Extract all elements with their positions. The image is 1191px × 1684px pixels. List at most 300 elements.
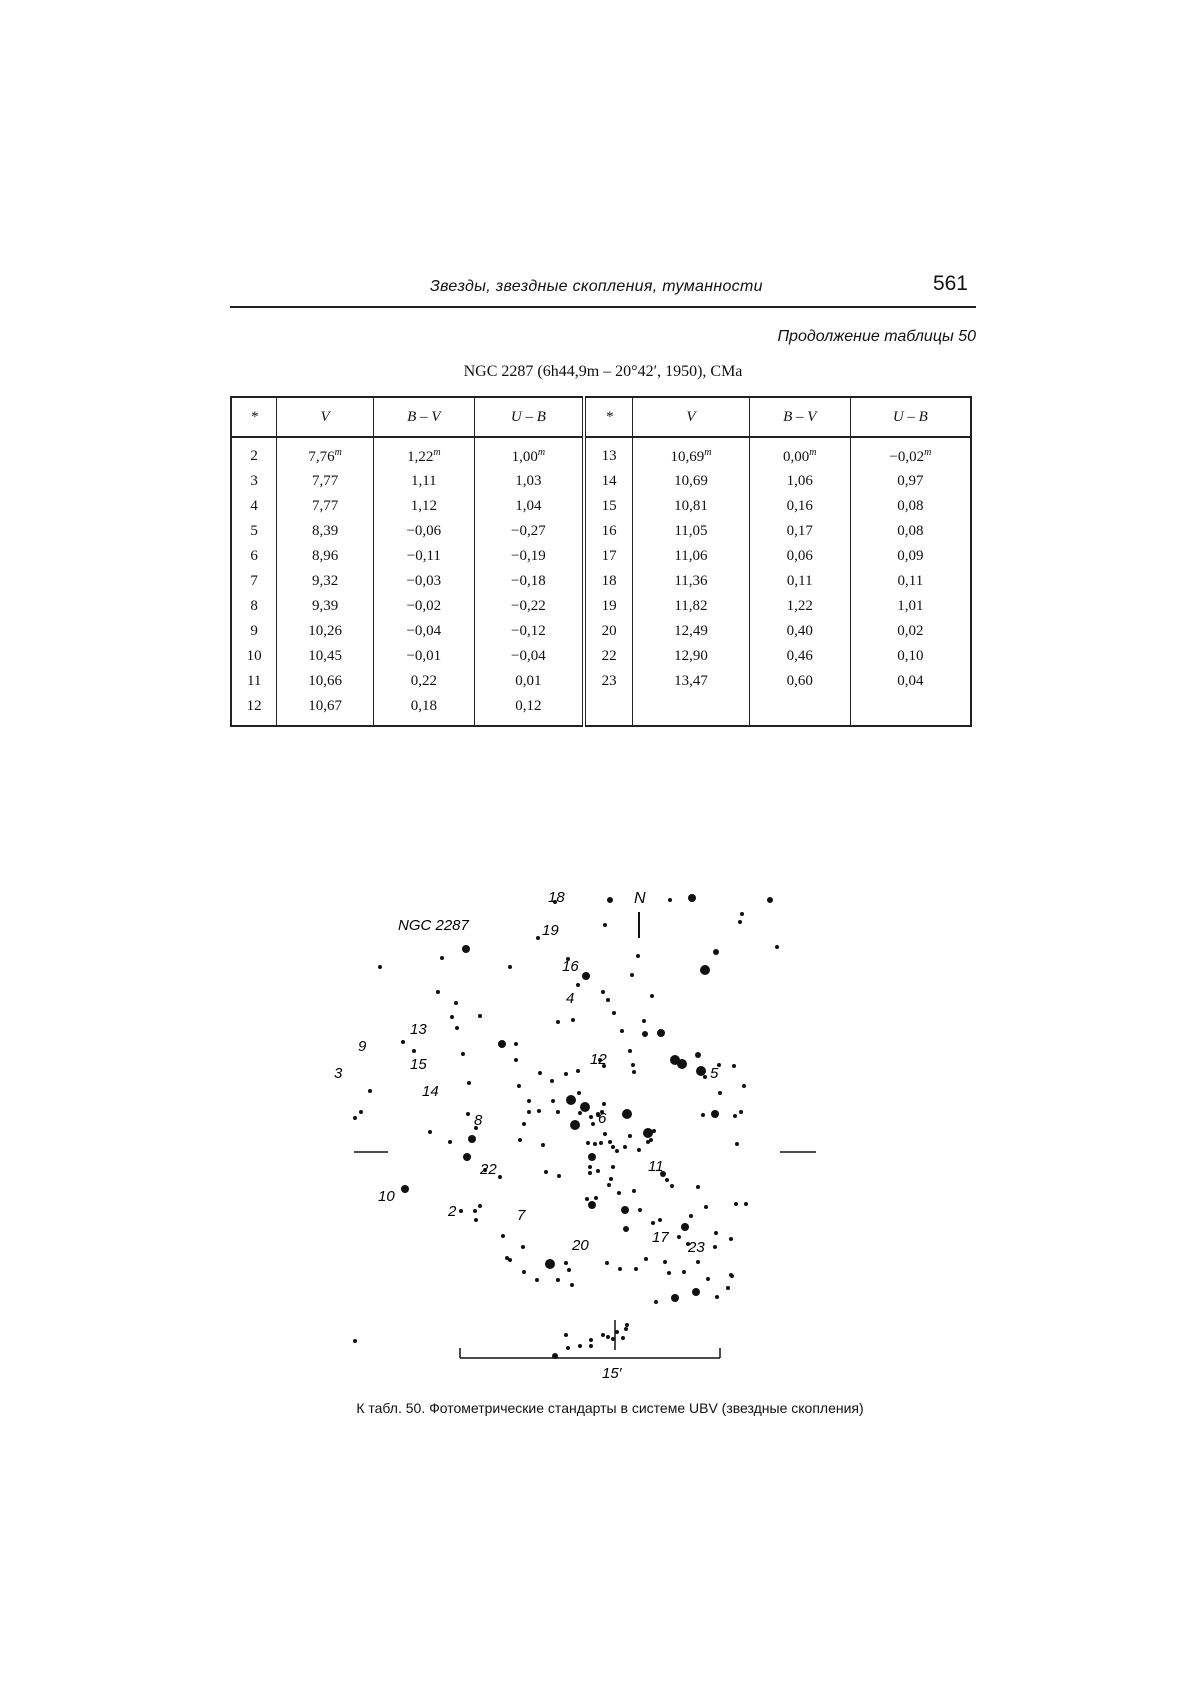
cell-u-b: −0,18 bbox=[474, 569, 584, 594]
cell-u-b bbox=[850, 694, 971, 726]
star-dot bbox=[556, 1278, 560, 1282]
cell-v: 7,76$^m$ bbox=[277, 437, 374, 469]
running-title: Звезды, звездные скопления, туманности bbox=[430, 278, 763, 295]
cell-u-b: 0,01 bbox=[474, 669, 584, 694]
star-dot bbox=[440, 956, 444, 960]
cell-star: 11 bbox=[231, 669, 277, 694]
star-dot bbox=[735, 1142, 739, 1146]
cell-u-b: 0,04 bbox=[850, 669, 971, 694]
star-dot bbox=[544, 1170, 548, 1174]
star-dot bbox=[359, 1110, 363, 1114]
cell-v: 10,69 bbox=[633, 469, 750, 494]
star-dot bbox=[634, 1267, 638, 1271]
star-number-label: 19 bbox=[542, 922, 559, 939]
star-dot bbox=[658, 1218, 662, 1222]
star-dot bbox=[718, 1091, 722, 1095]
star-dot bbox=[588, 1171, 592, 1175]
star-dot bbox=[478, 1014, 482, 1018]
star-dot bbox=[556, 1110, 560, 1114]
star-dot bbox=[739, 1110, 743, 1114]
star-dot bbox=[642, 1031, 648, 1037]
cell-v: 11,05 bbox=[633, 519, 750, 544]
star-dot bbox=[412, 1049, 416, 1053]
star-dot bbox=[603, 923, 607, 927]
magnitude-unit: m bbox=[537, 447, 546, 458]
star-number-label: 7 bbox=[517, 1207, 526, 1224]
star-dot bbox=[713, 1245, 717, 1249]
star-dot bbox=[571, 1018, 575, 1022]
photometric-table bbox=[230, 396, 972, 727]
star-dot bbox=[607, 1183, 611, 1187]
star-dot bbox=[514, 1058, 518, 1062]
star-chart bbox=[334, 880, 800, 1382]
star-dot bbox=[589, 1344, 593, 1348]
star-dot bbox=[621, 1206, 629, 1214]
star-dot bbox=[522, 1270, 526, 1274]
star-dot bbox=[566, 1095, 576, 1105]
col-header-b-v: B – V bbox=[373, 397, 474, 437]
star-number-label: 17 bbox=[652, 1229, 669, 1246]
star-dot bbox=[670, 1184, 674, 1188]
star-dot bbox=[586, 1141, 590, 1145]
star-dot bbox=[473, 1209, 477, 1213]
star-dot bbox=[628, 1049, 632, 1053]
star-dot bbox=[556, 1020, 560, 1024]
star-dot bbox=[551, 1099, 555, 1103]
star-number-label: 20 bbox=[572, 1237, 589, 1254]
star-dot bbox=[478, 1204, 482, 1208]
cell-v: 9,32 bbox=[277, 569, 374, 594]
star-dot bbox=[689, 1214, 693, 1218]
cell-u-b: −0,04 bbox=[474, 644, 584, 669]
star-dot bbox=[602, 1102, 606, 1106]
cell-v: 10,67 bbox=[277, 694, 374, 726]
table-row bbox=[231, 544, 971, 569]
col-header-b-v: B – V bbox=[749, 397, 850, 437]
star-dot bbox=[623, 1226, 629, 1232]
col-header-v: V bbox=[633, 397, 750, 437]
cell-star: 2 bbox=[231, 437, 277, 469]
star-dot bbox=[591, 1122, 595, 1126]
col-header-u-b: U – B bbox=[850, 397, 971, 437]
star-dot bbox=[498, 1175, 502, 1179]
star-dot bbox=[692, 1288, 700, 1296]
col-header-u-b: U – B bbox=[474, 397, 584, 437]
star-dot bbox=[621, 1336, 625, 1340]
star-number-label: 14 bbox=[422, 1083, 439, 1100]
star-dot bbox=[401, 1040, 405, 1044]
figure-caption: К табл. 50. Фотометрические стандарты в системе UBV (звездные скопления) bbox=[356, 1400, 864, 1416]
star-dot bbox=[734, 1202, 738, 1206]
star-dot bbox=[368, 1089, 372, 1093]
star-dot bbox=[654, 1300, 658, 1304]
cell-v: 8,39 bbox=[277, 519, 374, 544]
star-number-label: 2 bbox=[448, 1203, 457, 1220]
star-dot bbox=[467, 1081, 471, 1085]
cell-v: 10,26 bbox=[277, 619, 374, 644]
star-dot bbox=[474, 1218, 478, 1222]
star-number-label: 10 bbox=[378, 1188, 395, 1205]
star-dot bbox=[498, 1040, 506, 1048]
table-row bbox=[231, 437, 971, 469]
star-dot bbox=[401, 1185, 409, 1193]
star-dot bbox=[436, 990, 440, 994]
magnitude-unit: m bbox=[433, 447, 441, 458]
star-dot bbox=[535, 1278, 539, 1282]
star-dot bbox=[606, 998, 610, 1002]
star-dot bbox=[605, 1261, 609, 1265]
star-number-label: 3 bbox=[334, 1065, 343, 1082]
star-dot bbox=[545, 1259, 555, 1269]
cell-star: 9 bbox=[231, 619, 277, 644]
star-dot bbox=[632, 1189, 636, 1193]
cell-b-v: −0,01 bbox=[373, 644, 474, 669]
cell-b-v: 1,22 bbox=[749, 594, 850, 619]
star-dot bbox=[630, 973, 634, 977]
table-body bbox=[231, 437, 971, 726]
star-dot bbox=[459, 1209, 463, 1213]
cell-u-b: 0,11 bbox=[850, 569, 971, 594]
cell-star: 4 bbox=[231, 494, 277, 519]
star-dot bbox=[732, 1064, 736, 1068]
cell-u-b: 0,97 bbox=[850, 469, 971, 494]
star-dot bbox=[585, 1197, 589, 1201]
scale-label: 15′ bbox=[602, 1365, 622, 1382]
cell-u-b: 0,10 bbox=[850, 644, 971, 669]
star-dot bbox=[603, 1132, 607, 1136]
star-dot bbox=[567, 1268, 571, 1272]
table-row bbox=[231, 594, 971, 619]
star-dot bbox=[688, 894, 696, 902]
star-dot bbox=[681, 1223, 689, 1231]
star-dot bbox=[578, 1344, 582, 1348]
star-dot bbox=[609, 1177, 613, 1181]
star-dot bbox=[696, 1066, 706, 1076]
star-dot bbox=[631, 1063, 635, 1067]
star-dot bbox=[454, 1001, 458, 1005]
cell-star: 6 bbox=[231, 544, 277, 569]
star-dot bbox=[618, 1267, 622, 1271]
chart-title: NGC 2287 bbox=[398, 917, 469, 934]
star-dot bbox=[564, 1072, 568, 1076]
star-dot bbox=[450, 1015, 454, 1019]
star-dot bbox=[462, 945, 470, 953]
col-header-v: V bbox=[277, 397, 374, 437]
star-dot bbox=[742, 1084, 746, 1088]
star-dot bbox=[644, 1257, 648, 1261]
star-number-label: 11 bbox=[648, 1158, 664, 1175]
star-number-label: 23 bbox=[688, 1239, 705, 1256]
star-dot bbox=[550, 1079, 554, 1083]
star-labels bbox=[334, 889, 719, 1256]
cell-u-b: 0,08 bbox=[850, 494, 971, 519]
page-number: 561 bbox=[932, 272, 968, 295]
star-number-label: 13 bbox=[410, 1021, 427, 1038]
cell-star: 14 bbox=[584, 469, 633, 494]
star-dot bbox=[589, 1115, 593, 1119]
star-dot bbox=[570, 1283, 574, 1287]
star-dot bbox=[455, 1026, 459, 1030]
cell-b-v: 1,06 bbox=[749, 469, 850, 494]
star-dot bbox=[665, 1178, 669, 1182]
table-row bbox=[231, 494, 971, 519]
cell-star: 19 bbox=[584, 594, 633, 619]
star-dot bbox=[642, 1019, 646, 1023]
star-dot bbox=[501, 1234, 505, 1238]
star-dot bbox=[701, 1113, 705, 1117]
star-number-label: 6 bbox=[598, 1110, 607, 1127]
table-header-row bbox=[231, 397, 971, 437]
star-dot bbox=[588, 1201, 596, 1209]
cell-u-b: 1,01 bbox=[850, 594, 971, 619]
star-dot bbox=[588, 1153, 596, 1161]
star-dot bbox=[611, 1165, 615, 1169]
cell-u-b: $-0,02^m$ bbox=[850, 437, 971, 469]
star-dot bbox=[628, 1134, 632, 1138]
cell-star: 18 bbox=[584, 569, 633, 594]
star-number-label: 18 bbox=[548, 889, 565, 906]
star-dot bbox=[650, 994, 654, 998]
star-dot bbox=[713, 949, 719, 955]
star-dot bbox=[353, 1116, 357, 1120]
star-dot bbox=[646, 1140, 650, 1144]
star-dot bbox=[671, 1294, 679, 1302]
page-header bbox=[230, 272, 976, 308]
star-dot bbox=[608, 1140, 612, 1144]
star-dot bbox=[527, 1110, 531, 1114]
star-dot bbox=[726, 1286, 730, 1290]
star-dot bbox=[508, 965, 512, 969]
cell-star: 5 bbox=[231, 519, 277, 544]
magnitude-unit: m bbox=[924, 447, 932, 458]
cell-u-b: 1,03 bbox=[474, 469, 584, 494]
table-row bbox=[231, 519, 971, 544]
cell-b-v: −0,04 bbox=[373, 619, 474, 644]
star-dot bbox=[733, 1114, 737, 1118]
star-dot bbox=[538, 1071, 542, 1075]
star-dot bbox=[625, 1323, 629, 1327]
star-dot bbox=[740, 912, 744, 916]
star-dot bbox=[715, 1295, 719, 1299]
star-dot bbox=[518, 1138, 522, 1142]
star-dot bbox=[593, 1142, 597, 1146]
cell-star bbox=[584, 694, 633, 726]
star-dot bbox=[696, 1260, 700, 1264]
cell-b-v: 1,11 bbox=[373, 469, 474, 494]
star-dot bbox=[703, 1075, 707, 1079]
cell-star: 12 bbox=[231, 694, 277, 726]
cell-v: 12,49 bbox=[633, 619, 750, 644]
cell-star: 23 bbox=[584, 669, 633, 694]
star-dot bbox=[638, 1208, 642, 1212]
cell-v: 9,39 bbox=[277, 594, 374, 619]
star-dot bbox=[564, 1261, 568, 1265]
table-row bbox=[231, 644, 971, 669]
star-dot bbox=[570, 1120, 580, 1130]
cell-star: 15 bbox=[584, 494, 633, 519]
cell-star: 3 bbox=[231, 469, 277, 494]
cell-v: 10,45 bbox=[277, 644, 374, 669]
star-dot bbox=[378, 965, 382, 969]
cell-b-v: 0,17 bbox=[749, 519, 850, 544]
star-dot bbox=[667, 1271, 671, 1275]
star-dot bbox=[468, 1135, 476, 1143]
star-dot bbox=[588, 1165, 592, 1169]
star-dot bbox=[744, 1202, 748, 1206]
cell-star: 8 bbox=[231, 594, 277, 619]
cell-u-b: 0,12 bbox=[474, 694, 584, 726]
cell-v: 11,06 bbox=[633, 544, 750, 569]
star-dot bbox=[582, 972, 590, 980]
cell-v: 7,77 bbox=[277, 494, 374, 519]
star-number-label: 16 bbox=[562, 958, 579, 975]
cell-b-v: −0,06 bbox=[373, 519, 474, 544]
cell-star: 20 bbox=[584, 619, 633, 644]
cell-u-b: −0,12 bbox=[474, 619, 584, 644]
cell-b-v: 0,11 bbox=[749, 569, 850, 594]
star-dot bbox=[461, 1052, 465, 1056]
star-dot bbox=[601, 1333, 605, 1337]
star-dot bbox=[601, 990, 605, 994]
star-dot bbox=[623, 1145, 627, 1149]
table-row bbox=[231, 669, 971, 694]
star-dot bbox=[607, 897, 613, 903]
star-number-label: 12 bbox=[590, 1051, 607, 1068]
cell-b-v: 0,46 bbox=[749, 644, 850, 669]
star-dot bbox=[537, 1109, 541, 1113]
star-dot bbox=[514, 1042, 518, 1046]
cell-v: 12,90 bbox=[633, 644, 750, 669]
star-dot bbox=[580, 1102, 590, 1112]
star-dot bbox=[651, 1221, 655, 1225]
star-number-label: 9 bbox=[358, 1038, 367, 1055]
star-dot bbox=[576, 983, 580, 987]
star-dot bbox=[738, 920, 742, 924]
cell-b-v bbox=[749, 694, 850, 726]
cell-star: 7 bbox=[231, 569, 277, 594]
star-number-label: 8 bbox=[474, 1112, 483, 1129]
magnitude-unit: m bbox=[809, 447, 817, 458]
star-dot bbox=[704, 1205, 708, 1209]
star-dot bbox=[594, 1196, 598, 1200]
star-dot bbox=[620, 1029, 624, 1033]
star-dot bbox=[463, 1153, 471, 1161]
cell-u-b: −0,22 bbox=[474, 594, 584, 619]
star-dot bbox=[696, 1185, 700, 1189]
star-dot bbox=[599, 1141, 603, 1145]
table-row bbox=[231, 469, 971, 494]
star-dot bbox=[767, 897, 773, 903]
star-dot bbox=[577, 1091, 581, 1095]
star-dot bbox=[522, 1122, 526, 1126]
star-dot bbox=[643, 1128, 653, 1138]
star-dot bbox=[706, 1277, 710, 1281]
cell-star: 22 bbox=[584, 644, 633, 669]
star-dot bbox=[527, 1099, 531, 1103]
star-dot bbox=[466, 1112, 470, 1116]
cell-v: 10,69$^m$ bbox=[633, 437, 750, 469]
cell-v: 8,96 bbox=[277, 544, 374, 569]
star-dot bbox=[566, 1346, 570, 1350]
star-number-label: 5 bbox=[710, 1065, 719, 1082]
cell-u-b: −0,19 bbox=[474, 544, 584, 569]
magnitude-unit: m bbox=[334, 447, 342, 458]
star-dot bbox=[615, 1149, 619, 1153]
cell-v: 10,81 bbox=[633, 494, 750, 519]
table-caption: NGC 2287 (6h44,9m – 20°42′, 1950), CMa bbox=[463, 363, 743, 380]
col-header-star: * bbox=[584, 397, 633, 437]
star-dot bbox=[677, 1235, 681, 1239]
star-dot bbox=[657, 1029, 665, 1037]
star-dot bbox=[521, 1245, 525, 1249]
star-dot bbox=[730, 1274, 734, 1278]
cell-b-v: 1,12 bbox=[373, 494, 474, 519]
cell-b-v: 0,06 bbox=[749, 544, 850, 569]
table-row bbox=[231, 694, 971, 726]
cell-b-v: −0,02 bbox=[373, 594, 474, 619]
star-dot bbox=[677, 1059, 687, 1069]
cell-b-v: 0,40 bbox=[749, 619, 850, 644]
star-dot bbox=[508, 1258, 512, 1262]
cell-u-b: 0,08 bbox=[850, 519, 971, 544]
star-dot bbox=[682, 1270, 686, 1274]
star-dot bbox=[606, 1335, 610, 1339]
cell-b-v: 0,22 bbox=[373, 669, 474, 694]
cell-v: 13,47 bbox=[633, 669, 750, 694]
north-label: N bbox=[634, 890, 646, 907]
star-dot bbox=[448, 1140, 452, 1144]
cell-v: 7,77 bbox=[277, 469, 374, 494]
star-dot bbox=[714, 1231, 718, 1235]
cell-b-v: 1,22$^m$ bbox=[373, 437, 474, 469]
star-dot bbox=[557, 1174, 561, 1178]
star-dot bbox=[617, 1191, 621, 1195]
cell-b-v: 0,00$^m$ bbox=[749, 437, 850, 469]
cell-b-v: −0,03 bbox=[373, 569, 474, 594]
star-dot bbox=[622, 1109, 632, 1119]
star-dot bbox=[632, 1070, 636, 1074]
col-header-star: * bbox=[231, 397, 277, 437]
cell-v: 11,82 bbox=[633, 594, 750, 619]
cell-u-b: 1,00$^m$ bbox=[474, 437, 584, 469]
star-dot bbox=[624, 1327, 628, 1331]
star-dot bbox=[700, 965, 710, 975]
cell-v: 10,66 bbox=[277, 669, 374, 694]
cell-star: 10 bbox=[231, 644, 277, 669]
magnitude-unit: m bbox=[704, 447, 712, 458]
star-number-label: 4 bbox=[566, 990, 575, 1007]
star-dot bbox=[353, 1339, 357, 1343]
star-dot bbox=[711, 1110, 719, 1118]
star-dot bbox=[663, 1260, 667, 1264]
table-row bbox=[231, 619, 971, 644]
star-dot bbox=[668, 898, 672, 902]
star-dot bbox=[576, 1069, 580, 1073]
star-dot bbox=[612, 1011, 616, 1015]
star-dot bbox=[775, 945, 779, 949]
star-dot bbox=[636, 954, 640, 958]
cell-star: 16 bbox=[584, 519, 633, 544]
cell-u-b: −0,27 bbox=[474, 519, 584, 544]
cell-u-b: 1,04 bbox=[474, 494, 584, 519]
cell-u-b: 0,09 bbox=[850, 544, 971, 569]
star-dot bbox=[611, 1145, 615, 1149]
star-dot bbox=[637, 1148, 641, 1152]
star-number-label: 22 bbox=[480, 1161, 497, 1178]
cell-u-b: 0,02 bbox=[850, 619, 971, 644]
table-row bbox=[231, 569, 971, 594]
cell-star: 13 bbox=[584, 437, 633, 469]
